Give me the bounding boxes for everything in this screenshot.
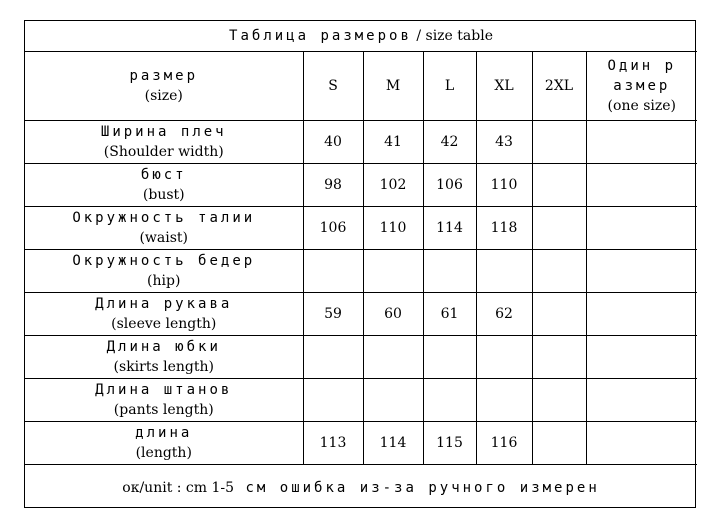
row-label — [25, 164, 303, 207]
size-header-2xl: 2XL — [532, 52, 586, 121]
footer-unit: ок/unit : cm 1-5 — [122, 480, 235, 496]
value-cell: 40 — [303, 121, 363, 164]
value-cell: 98 — [303, 164, 363, 207]
value-cell: 60 — [363, 293, 423, 336]
value-cell: 41 — [363, 121, 423, 164]
table-row — [25, 121, 697, 164]
row-label-ru: Ширина плеч — [100, 124, 227, 140]
value-cell: 110 — [363, 207, 423, 250]
size-label-en: (size) — [144, 88, 183, 104]
row-label-ru: бюст — [140, 167, 187, 183]
row-label-ru: Окружность талии — [72, 210, 256, 226]
row-label-ru: Длина юбки — [106, 339, 221, 355]
size-table — [25, 21, 697, 511]
table-title — [25, 21, 697, 52]
value-cell — [586, 379, 697, 422]
row-label-en: (bust) — [142, 187, 185, 203]
one-size-ru-2: азмер — [613, 78, 671, 94]
row-label — [25, 336, 303, 379]
value-cell: 59 — [303, 293, 363, 336]
value-cell: 110 — [476, 164, 532, 207]
footer-note — [25, 465, 697, 512]
value-cell — [586, 293, 697, 336]
row-label — [25, 121, 303, 164]
value-cell — [476, 336, 532, 379]
value-cell — [532, 121, 586, 164]
row-label — [25, 293, 303, 336]
value-cell — [586, 121, 697, 164]
table-row — [25, 422, 697, 465]
row-label — [25, 422, 303, 465]
header-row — [25, 52, 697, 121]
value-cell: 62 — [476, 293, 532, 336]
title-en: size table — [425, 28, 493, 44]
value-cell — [586, 336, 697, 379]
size-header-xl: XL — [476, 52, 532, 121]
table-row — [25, 336, 697, 379]
value-cell: 114 — [423, 207, 476, 250]
table-row — [25, 250, 697, 293]
value-cell: 115 — [423, 422, 476, 465]
row-label-en: (skirts length) — [113, 359, 214, 375]
row-label-en: (waist) — [139, 230, 189, 246]
row-label-en: (pants length) — [113, 402, 214, 418]
row-label — [25, 207, 303, 250]
value-cell — [303, 379, 363, 422]
value-cell: 102 — [363, 164, 423, 207]
row-label-ru: Длина штанов — [95, 382, 233, 398]
value-cell: 42 — [423, 121, 476, 164]
value-cell — [476, 250, 532, 293]
table-row — [25, 379, 697, 422]
value-cell — [532, 336, 586, 379]
value-cell — [532, 164, 586, 207]
size-header-l: L — [423, 52, 476, 121]
one-size-header — [586, 52, 697, 121]
size-header-m: M — [363, 52, 423, 121]
value-cell — [423, 379, 476, 422]
value-cell — [423, 336, 476, 379]
one-size-ru-1: Один р — [607, 58, 677, 74]
value-cell: 61 — [423, 293, 476, 336]
value-cell — [363, 250, 423, 293]
value-cell — [532, 293, 586, 336]
title-sep: / — [411, 28, 426, 44]
value-cell — [363, 379, 423, 422]
value-cell — [586, 422, 697, 465]
value-cell — [532, 207, 586, 250]
row-label-ru: Длина рукава — [95, 296, 233, 312]
row-label-ru: Окружность бедер — [72, 253, 256, 269]
value-cell — [532, 379, 586, 422]
value-cell — [586, 250, 697, 293]
value-cell: 116 — [476, 422, 532, 465]
value-cell — [586, 207, 697, 250]
row-label-en: (hip) — [147, 273, 181, 289]
value-cell — [532, 422, 586, 465]
size-table-frame — [24, 20, 696, 508]
value-cell — [423, 250, 476, 293]
value-cell: 106 — [303, 207, 363, 250]
table-row — [25, 207, 697, 250]
table-row — [25, 293, 697, 336]
row-label — [25, 250, 303, 293]
value-cell: 114 — [363, 422, 423, 465]
size-label-cell — [25, 52, 303, 121]
value-cell — [303, 336, 363, 379]
value-cell: 106 — [423, 164, 476, 207]
value-cell — [363, 336, 423, 379]
row-label — [25, 379, 303, 422]
title-ru: Таблица размеров — [229, 28, 412, 44]
size-label-ru: размер — [129, 68, 199, 84]
one-size-en: (one size) — [607, 98, 676, 114]
value-cell: 43 — [476, 121, 532, 164]
row-label-en: (Shoulder width) — [103, 144, 224, 160]
value-cell — [476, 379, 532, 422]
footer-row — [25, 465, 697, 512]
value-cell: 113 — [303, 422, 363, 465]
title-row — [25, 21, 697, 52]
row-label-ru: длина — [135, 425, 193, 441]
value-cell — [532, 250, 586, 293]
table-row — [25, 164, 697, 207]
value-cell: 118 — [476, 207, 532, 250]
row-label-en: (sleeve length) — [111, 316, 217, 332]
size-header-s: S — [303, 52, 363, 121]
row-label-en: (length) — [135, 445, 192, 461]
footer-note-text: см ошибка из-за ручного измерен — [234, 480, 600, 496]
value-cell — [303, 250, 363, 293]
value-cell — [586, 164, 697, 207]
